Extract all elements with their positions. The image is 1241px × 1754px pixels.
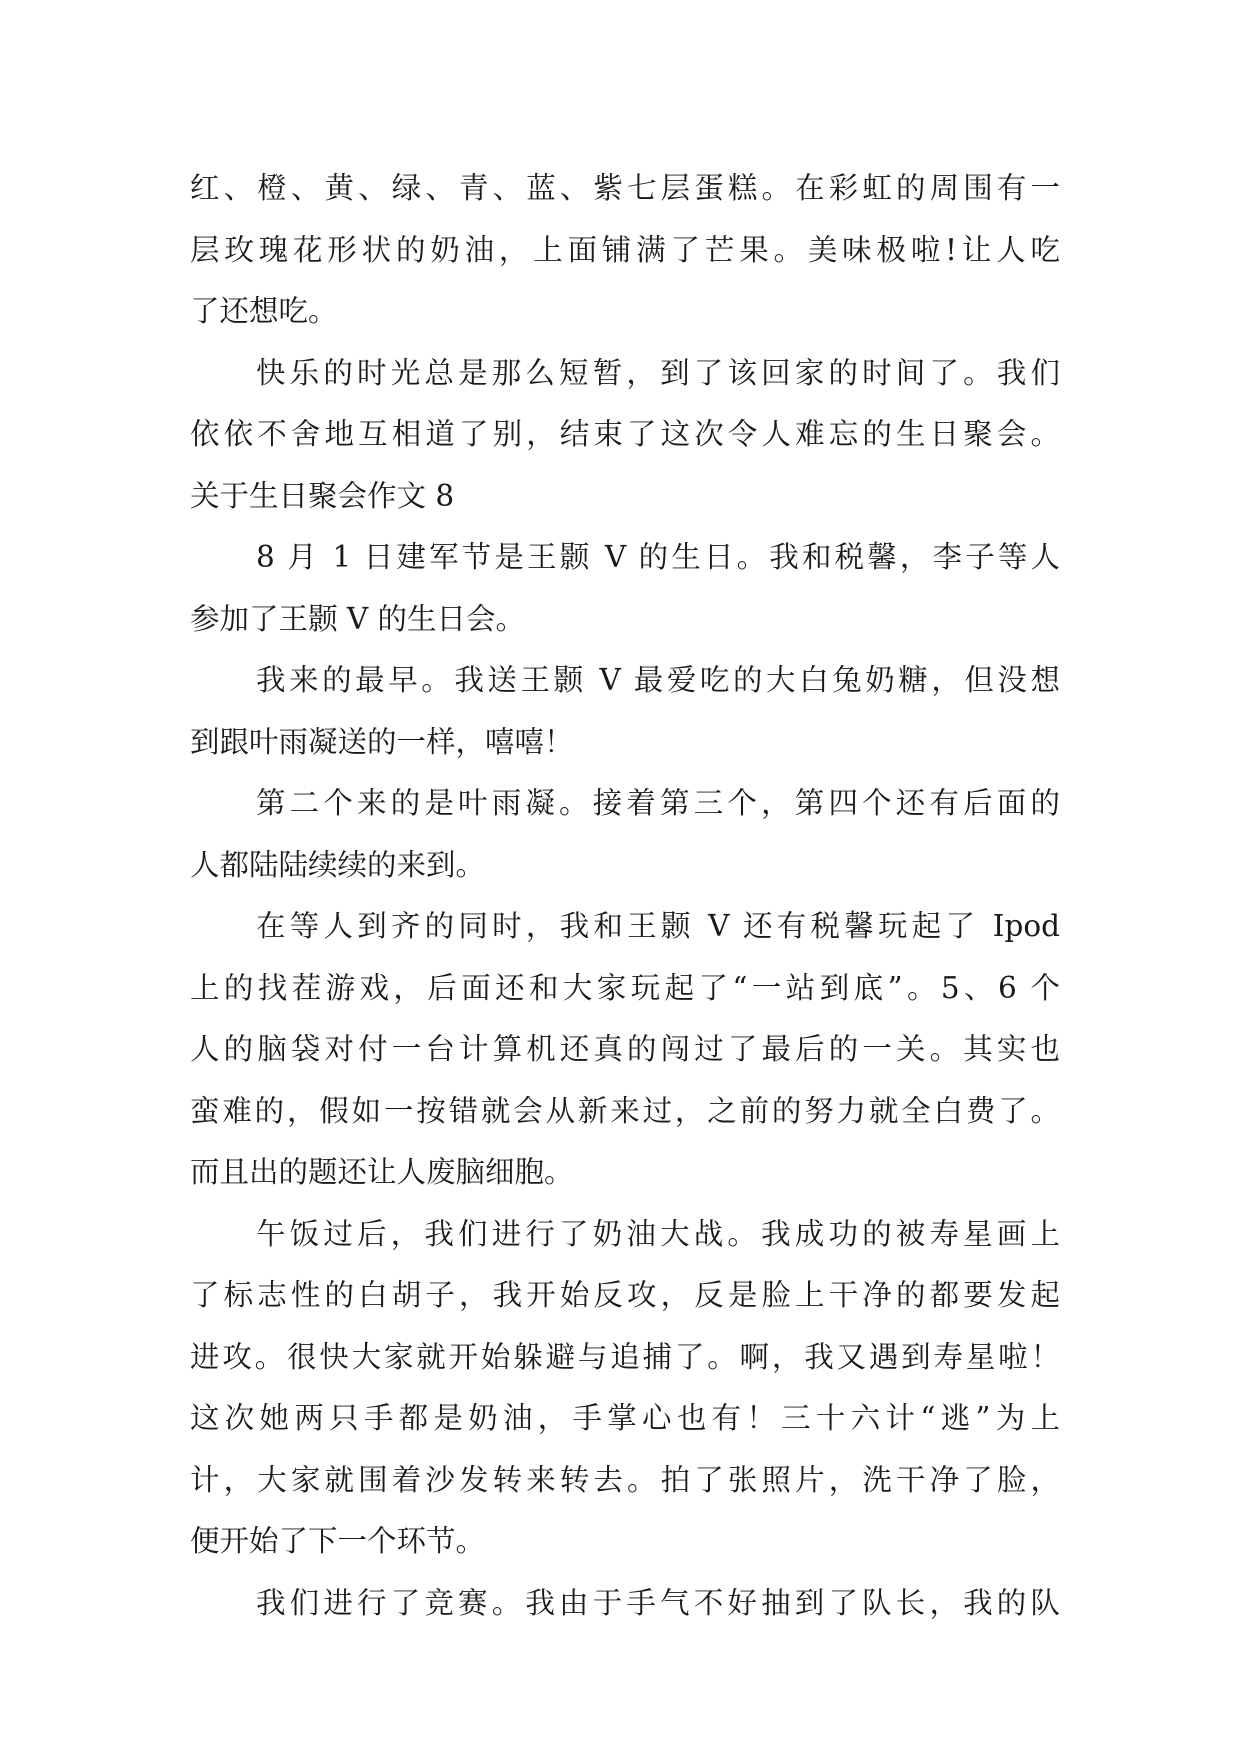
text-line: 上的找茬游戏，后面还和大家玩起了“一站到底”。5、6 个 [190,970,1060,1005]
text-line: 快乐的时光总是那么短暂，到了该回家的时间了。我们 [256,355,1060,390]
text-line: 红、橙、黄、绿、青、蓝、紫七层蛋糕。在彩虹的周围有一 [190,171,1060,205]
text-line: 进攻。很快大家就开始躲避与追捕了。啊，我又遇到寿星啦！ [190,1339,1060,1374]
text-line: 第二个来的是叶雨凝。接着第三个，第四个还有后面的 [256,786,1060,820]
text-line: 计，大家就围着沙发转来转去。拍了张照片，洗干净了脸， [190,1462,1060,1497]
text-line: 在等人到齐的同时，我和王颢 V 还有税馨玩起了 Ipod [256,909,1060,943]
text-line: 了还想吃。 [190,294,338,328]
text-line: 这次她两只手都是奶油，手掌心也有！三十六计“逃”为上 [190,1401,1060,1435]
text-line: 便开始了下一个环节。 [190,1524,486,1558]
text-line: 蛮难的，假如一按错就会从新来过，之前的努力就全白费了。 [190,1093,1060,1128]
text-line: 依依不舍地互相道了别，结束了这次令人难忘的生日聚会。 [190,417,1060,451]
text-line: 人都陆陆续续的来到。 [190,847,486,882]
text-line: 我来的最早。我送王颢 V 最爱吃的大白兔奶糖，但没想 [256,663,1060,697]
text-line: 到跟叶雨凝送的一样，嘻嘻！ [190,724,574,759]
document-body [190,158,1060,1634]
text-line: 了标志性的白胡子，我开始反攻，反是脸上干净的都要发起 [190,1278,1060,1312]
text-line: 参加了王颢 V 的生日会。 [190,601,526,636]
text-line: 关于生日聚会作文 8 [190,478,455,513]
text-line: 人的脑袋对付一台计算机还真的闯过了最后的一关。其实也 [190,1032,1060,1066]
text-line: 层玫瑰花形状的奶油，上面铺满了芒果。美味极啦!让人吃 [190,232,1060,267]
text-line: 午饭过后，我们进行了奶油大战。我成功的被寿星画上 [256,1216,1060,1251]
text-line: 我们进行了竞赛。我由于手气不好抽到了队长，我的队 [256,1585,1060,1620]
text-line: 而且出的题还让人废脑细胞。 [190,1155,574,1189]
text-line: 8 月 1 日建军节是王颢 V 的生日。我和税馨，李子等人 [256,540,1060,574]
